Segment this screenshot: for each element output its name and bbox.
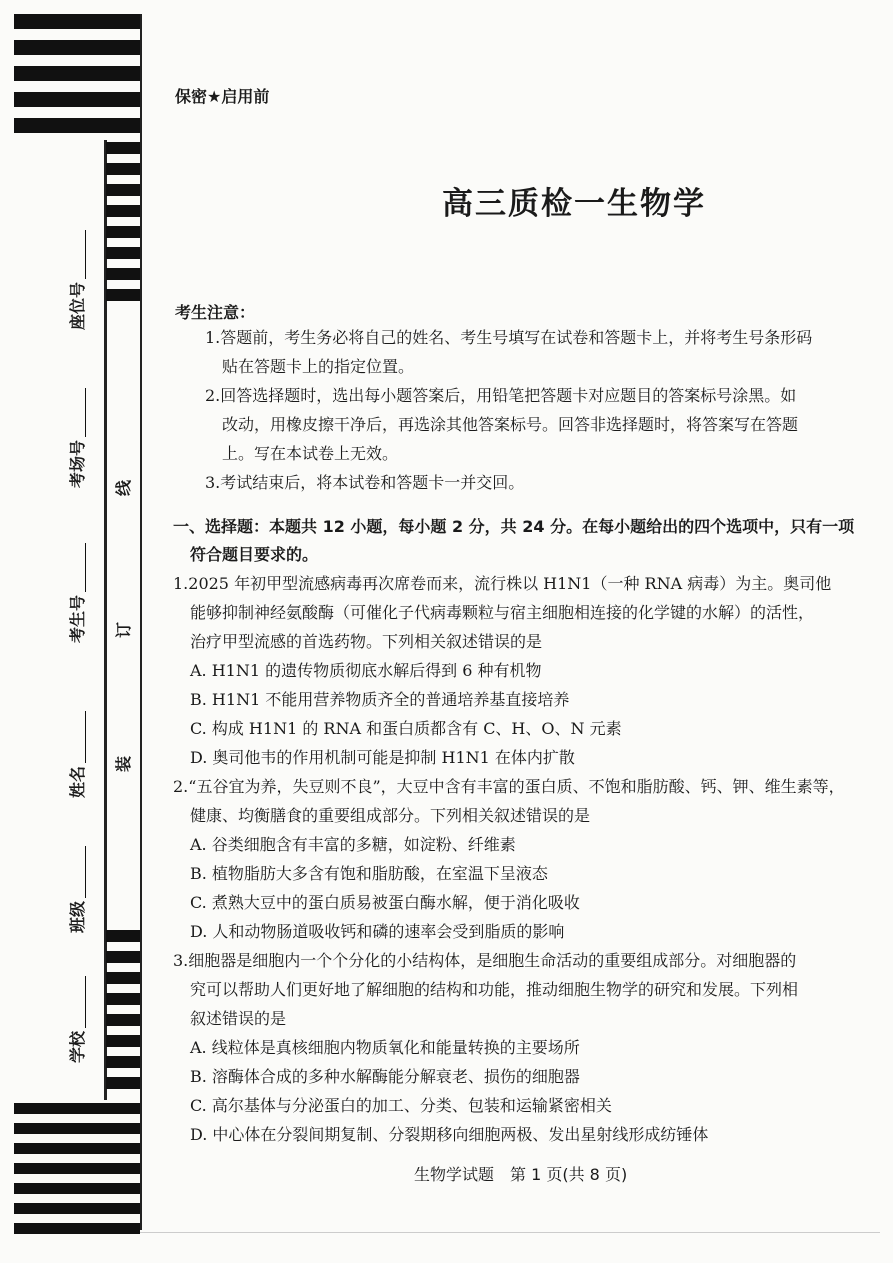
question-2-option-a: A. 谷类细胞含有丰富的多糖，如淀粉、纤维素 — [190, 835, 516, 854]
field-blank — [67, 846, 86, 898]
field-label: 考生号 — [67, 594, 87, 643]
field-blank — [67, 976, 86, 1028]
binding-mark-line: 线 — [114, 480, 133, 497]
notice-line: 3.考试结束后，将本试卷和答题卡一并交回。 — [205, 473, 525, 492]
page-footer: 生物学试题 第 1 页(共 8 页) — [414, 1165, 628, 1184]
section-heading: 一、选择题：本题共 12 小题，每小题 2 分，共 24 分。在每小题给出的四个选项中，只有一项 — [173, 517, 855, 536]
field-label: 座位号 — [67, 281, 87, 330]
barcode-strip-top — [14, 14, 140, 144]
question-2-option-b: B. 植物脂肪大多含有饱和脂肪酸，在室温下呈液态 — [190, 864, 548, 883]
candidate-number-field — [58, 543, 94, 643]
question-1-stem: 1.2025 年初甲型流感病毒再次席卷而来，流行株以 H1N1（一种 RNA 病毒）为主。奥司他 — [173, 574, 832, 593]
notice-line: 1.答题前，考生务必将自己的姓名、考生号填写在试卷和答题卡上，并将考生号条形码 — [205, 328, 813, 347]
binding-mark-bind: 装 — [114, 756, 133, 773]
binding-mark-staple: 订 — [114, 622, 133, 639]
question-3-stem: 究可以帮助人们更好地了解细胞的结构和功能，推动细胞生物学的研究和发展。下列相 — [190, 980, 799, 999]
field-label: 考场号 — [67, 439, 87, 488]
question-1-option-a: A. H1N1 的遗传物质彻底水解后得到 6 种有机物 — [190, 661, 542, 680]
exam-room-field — [58, 388, 94, 488]
question-1-option-c: C. 构成 H1N1 的 RNA 和蛋白质都含有 C、H、O、N 元素 — [190, 719, 622, 738]
name-field — [58, 698, 94, 798]
school-field — [58, 963, 94, 1063]
question-3-option-d: D. 中心体在分裂间期复制、分裂期移向细胞两极、发出星射线形成纺锤体 — [190, 1125, 709, 1144]
barcode-strip-upper — [106, 142, 140, 310]
question-1-option-d: D. 奥司他韦的作用机制可能是抑制 H1N1 在体内扩散 — [190, 748, 575, 767]
bottom-rule — [140, 1232, 880, 1233]
question-1-stem: 治疗甲型流感的首选药物。下列相关叙述错误的是 — [190, 632, 543, 651]
notice-line: 改动，用橡皮擦干净后，再选涂其他答案标号。回答非选择题时，将答案写在答题 — [222, 415, 799, 434]
question-3-stem: 叙述错误的是 — [190, 1009, 287, 1028]
notice-line: 贴在答题卡上的指定位置。 — [222, 357, 415, 376]
exam-title: 高三质检一生物学 — [442, 186, 706, 222]
confidential-label: 保密★启用前 — [175, 87, 270, 106]
question-1-stem: 能够抑制神经氨酸酶（可催化子代病毒颗粒与宿主细胞相连接的化学键的水解）的活性， — [190, 603, 815, 622]
field-label: 学校 — [67, 1030, 87, 1063]
question-3-option-b: B. 溶酶体合成的多种水解酶能分解衰老、损伤的细胞器 — [190, 1067, 580, 1086]
field-blank — [67, 388, 86, 437]
notice-line: 2.回答选择题时，选出每小题答案后，用铅笔把答题卡对应题目的答案标号涂黑。如 — [205, 386, 797, 405]
field-label: 班级 — [67, 900, 87, 933]
notice-line: 上。写在本试卷上无效。 — [222, 444, 399, 463]
question-2-option-c: C. 煮熟大豆中的蛋白质易被蛋白酶水解，便于消化吸收 — [190, 893, 580, 912]
field-blank — [67, 543, 86, 592]
question-2-option-d: D. 人和动物肠道吸收钙和磷的速率会受到脂质的影响 — [190, 922, 565, 941]
question-3-stem: 3.细胞器是细胞内一个个分化的小结构体，是细胞生命活动的重要组成部分。对细胞器的 — [173, 951, 797, 970]
field-blank — [67, 711, 86, 763]
question-2-stem: 2.“五谷宜为养，失豆则不良”，大豆中含有丰富的蛋白质、不饱和脂肪酸、钙、钾、维生素等， — [173, 777, 845, 796]
question-3-option-c: C. 高尔基体与分泌蛋白的加工、分类、包装和运输紧密相关 — [190, 1096, 612, 1115]
binding-margin-line — [140, 14, 142, 1230]
notice-heading: 考生注意： — [175, 303, 256, 322]
barcode-strip-lower — [106, 930, 140, 1098]
barcode-strip-bottom — [14, 1103, 140, 1243]
field-blank — [67, 230, 86, 279]
field-label: 姓名 — [67, 765, 87, 798]
question-1-option-b: B. H1N1 不能用营养物质齐全的普通培养基直接培养 — [190, 690, 570, 709]
question-3-option-a: A. 线粒体是真核细胞内物质氧化和能量转换的主要场所 — [190, 1038, 580, 1057]
section-heading-cont: 符合题目要求的。 — [190, 545, 319, 564]
class-field — [58, 833, 94, 933]
seat-number-field — [58, 230, 94, 330]
question-2-stem: 健康、均衡膳食的重要组成部分。下列相关叙述错误的是 — [190, 806, 591, 825]
